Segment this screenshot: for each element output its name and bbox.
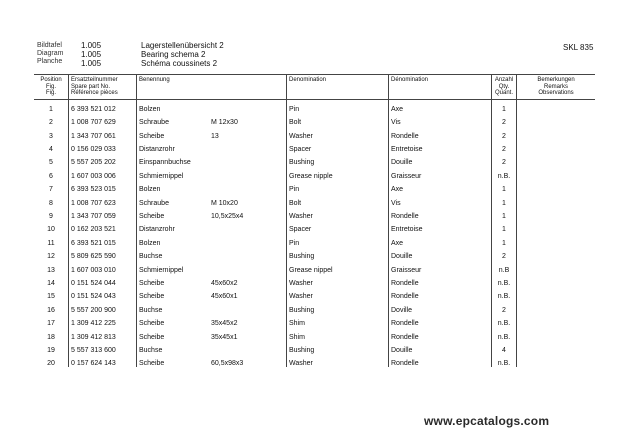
cell-denomination-en: Washer: [287, 354, 389, 367]
cell-position: 3: [34, 126, 69, 139]
cell-denomination-fr: Graisseur: [389, 260, 492, 273]
cell-part-number: 1 309 412 225: [71, 320, 116, 328]
col-denomination-fr: Dénomination: [389, 75, 492, 100]
cell-denomination-en: Bolt: [287, 113, 389, 126]
cell-position: 8: [34, 193, 69, 206]
cell-denomination-fr: Rondelle: [389, 274, 492, 287]
cell-benennung: [137, 247, 287, 260]
table-row: [34, 166, 595, 179]
cell-part-number: 6 393 521 015: [71, 239, 116, 247]
cell-benennung: [137, 126, 287, 139]
cell-remarks: [517, 193, 596, 206]
label-bildtafel: Bildtafel: [37, 42, 62, 49]
cell-remarks: [517, 220, 596, 233]
cell-denomination-fr: Axe: [389, 180, 492, 193]
cell-benennung-name: Scheibe: [139, 333, 165, 341]
cell-benennung: [137, 274, 287, 287]
cell-position: 19: [34, 341, 69, 354]
table-row: [34, 207, 595, 220]
cell-benennung-name: Einspannbuchse: [139, 159, 191, 167]
cell-benennung: [137, 140, 287, 153]
cell-position: 4: [34, 140, 69, 153]
header-titles: [141, 41, 224, 68]
cell-denomination-en: Bushing: [287, 300, 389, 313]
cell-benennung-name: Scheibe: [139, 360, 165, 368]
cell-quantity: n.B: [492, 260, 517, 273]
cell-remarks: [517, 166, 596, 179]
cell-benennung-name: Bolzen: [139, 186, 161, 194]
cell-part-number: 1 309 412 813: [71, 333, 116, 341]
cell-quantity: n.B.: [492, 327, 517, 340]
table-row: [34, 233, 595, 246]
cell-part-number: 0 151 524 044: [71, 279, 116, 287]
cell-position: 5: [34, 153, 69, 166]
cell-position: 1: [34, 99, 69, 113]
cell-benennung-name: Schraube: [139, 199, 169, 207]
cell-benennung-spec: 45x60x2: [211, 279, 238, 287]
col-qty-fr: Quant.: [494, 90, 513, 96]
cell-position: 14: [34, 274, 69, 287]
cell-denomination-en: Shim: [287, 327, 389, 340]
cell-benennung-name: Distanzrohr: [139, 226, 175, 234]
cell-part-number: 1 343 707 061: [71, 132, 116, 140]
table-row: [34, 314, 595, 327]
cell-benennung: [137, 327, 287, 340]
cell-denomination-en: Pin: [287, 180, 389, 193]
col-part-fr: Référence pièces: [71, 90, 118, 96]
watermark: www.epcatalogs.com: [424, 414, 550, 428]
cell-benennung-name: Buchse: [139, 306, 163, 314]
cell-benennung-spec: 60,5x98x3: [211, 360, 244, 368]
table-row: [34, 327, 595, 340]
title-en: Bearing schema 2: [141, 50, 206, 59]
cell-part-number: 0 157 624 143: [71, 360, 116, 368]
cell-position: 6: [34, 166, 69, 179]
cell-remarks: [517, 153, 596, 166]
cell-benennung-name: Bolzen: [139, 105, 161, 113]
table-row: [34, 193, 595, 206]
cell-quantity: 1: [492, 207, 517, 220]
cell-part-number: 5 557 205 202: [71, 159, 116, 167]
cell-remarks: [517, 341, 596, 354]
cell-benennung: [137, 220, 287, 233]
label-planche: Planche: [37, 58, 63, 65]
cell-quantity: n.B.: [492, 354, 517, 367]
cell-denomination-en: Spacer: [287, 140, 389, 153]
table-row: [34, 180, 595, 193]
col-position: [34, 75, 69, 100]
table-row: [34, 247, 595, 260]
diagram-number-fr: 1.005: [81, 59, 102, 68]
header-numbers: [81, 41, 101, 68]
cell-benennung: [137, 207, 287, 220]
cell-denomination-fr: Rondelle: [389, 327, 492, 340]
cell-part-number: 0 156 029 033: [71, 146, 116, 154]
table-row: [34, 287, 595, 300]
col-position-fr: Fig.: [45, 90, 56, 96]
cell-benennung-name: Scheibe: [139, 293, 165, 301]
col-position-en: Fig.: [45, 83, 56, 90]
cell-quantity: 1: [492, 180, 517, 193]
col-rem-en: Remarks: [543, 83, 568, 90]
col-benennung: Benennung: [137, 75, 287, 100]
label-diagram: Diagram: [37, 50, 64, 57]
cell-denomination-fr: Entretoise: [389, 220, 492, 233]
cell-benennung: [137, 341, 287, 354]
cell-remarks: [517, 207, 596, 220]
cell-remarks: [517, 140, 596, 153]
cell-benennung-name: Bolzen: [139, 239, 161, 247]
cell-quantity: 2: [492, 140, 517, 153]
cell-remarks: [517, 354, 596, 367]
col-rem-de: Bemerkungen: [537, 77, 575, 83]
cell-position: 9: [34, 207, 69, 220]
cell-position: 11: [34, 233, 69, 246]
cell-part-number: 1 343 707 059: [71, 213, 116, 221]
cell-part-number: 0 151 524 043: [71, 293, 116, 301]
cell-remarks: [517, 260, 596, 273]
col-qty-de: Anzahl: [494, 77, 514, 83]
cell-denomination-fr: Entretoise: [389, 140, 492, 153]
table-row: [34, 126, 595, 139]
cell-denomination-fr: Doville: [389, 300, 492, 313]
cell-position: 16: [34, 300, 69, 313]
cell-remarks: [517, 327, 596, 340]
cell-quantity: 1: [492, 99, 517, 113]
cell-denomination-en: Bushing: [287, 153, 389, 166]
cell-benennung-name: Scheibe: [139, 320, 165, 328]
col-quantity: [492, 75, 517, 100]
cell-denomination-fr: Rondelle: [389, 314, 492, 327]
cell-benennung: [137, 180, 287, 193]
col-position-de: Position: [40, 77, 62, 83]
cell-benennung: [137, 233, 287, 246]
cell-denomination-fr: Douille: [389, 153, 492, 166]
cell-quantity: n.B.: [492, 287, 517, 300]
cell-benennung-spec: 45x60x1: [211, 293, 238, 301]
cell-benennung: [137, 300, 287, 313]
cell-remarks: [517, 113, 596, 126]
cell-part-number: 0 162 203 521: [71, 226, 116, 234]
table-row: [34, 260, 595, 273]
cell-quantity: 1: [492, 193, 517, 206]
cell-part-number: 1 607 003 006: [71, 172, 116, 180]
cell-benennung: [137, 314, 287, 327]
col-part-en: Spare part No.: [71, 83, 111, 90]
cell-benennung-name: Buchse: [139, 253, 163, 261]
cell-denomination-en: Grease nipple: [287, 166, 389, 179]
cell-quantity: 2: [492, 300, 517, 313]
diagram-number-de: 1.005: [81, 41, 102, 50]
table-row: [34, 341, 595, 354]
cell-quantity: 2: [492, 126, 517, 139]
cell-benennung-spec: 13: [211, 132, 219, 140]
cell-quantity: 2: [492, 113, 517, 126]
col-part-number: [69, 75, 137, 100]
cell-position: 10: [34, 220, 69, 233]
cell-part-number: 1 607 003 010: [71, 266, 116, 274]
cell-benennung-name: Scheibe: [139, 132, 165, 140]
cell-remarks: [517, 247, 596, 260]
cell-part-number: 5 557 313 600: [71, 346, 116, 354]
cell-position: 15: [34, 287, 69, 300]
table-row: [34, 113, 595, 126]
cell-quantity: 2: [492, 247, 517, 260]
table-row: [34, 220, 595, 233]
cell-benennung-name: Distanzrohr: [139, 146, 175, 154]
cell-quantity: n.B.: [492, 166, 517, 179]
cell-remarks: [517, 274, 596, 287]
cell-denomination-fr: Axe: [389, 99, 492, 113]
cell-benennung-spec: M 10x20: [211, 199, 238, 207]
cell-remarks: [517, 287, 596, 300]
cell-benennung-spec: 10,5x25x4: [211, 213, 244, 221]
cell-benennung-name: Schraube: [139, 119, 169, 127]
cell-denomination-fr: Axe: [389, 233, 492, 246]
table-row: [34, 354, 595, 367]
cell-position: 20: [34, 354, 69, 367]
cell-benennung: [137, 166, 287, 179]
cell-position: 2: [34, 113, 69, 126]
cell-denomination-en: Pin: [287, 233, 389, 246]
cell-denomination-fr: Rondelle: [389, 126, 492, 139]
cell-denomination-fr: Douille: [389, 341, 492, 354]
cell-benennung-spec: 35x45x1: [211, 333, 238, 341]
cell-denomination-fr: Rondelle: [389, 354, 492, 367]
parts-table: [34, 74, 595, 367]
cell-quantity: n.B.: [492, 314, 517, 327]
cell-denomination-en: Spacer: [287, 220, 389, 233]
cell-denomination-en: Grease nippel: [287, 260, 389, 273]
cell-denomination-en: Bolt: [287, 193, 389, 206]
cell-denomination-en: Washer: [287, 287, 389, 300]
cell-part-number: 5 557 200 900: [71, 306, 116, 314]
cell-benennung-name: Schmiernippel: [139, 172, 184, 180]
col-part-de: Ersatzteilnummer: [71, 77, 118, 83]
cell-quantity: 4: [492, 341, 517, 354]
cell-part-number: 6 393 521 012: [71, 105, 116, 113]
cell-denomination-fr: Douille: [389, 247, 492, 260]
cell-benennung: [137, 99, 287, 113]
cell-part-number: 6 393 523 015: [71, 186, 116, 194]
cell-denomination-fr: Rondelle: [389, 287, 492, 300]
table-row: [34, 140, 595, 153]
col-remarks: [517, 75, 596, 100]
table-row: [34, 99, 595, 113]
cell-position: 17: [34, 314, 69, 327]
cell-denomination-fr: Graisseur: [389, 166, 492, 179]
cell-remarks: [517, 99, 596, 113]
cell-denomination-en: Pin: [287, 99, 389, 113]
cell-remarks: [517, 314, 596, 327]
cell-benennung: [137, 113, 287, 126]
table-row: [34, 153, 595, 166]
cell-benennung-spec: M 12x30: [211, 119, 238, 127]
cell-quantity: n.B.: [492, 274, 517, 287]
document-code: SKL 835: [563, 43, 594, 52]
cell-benennung-name: Buchse: [139, 346, 163, 354]
cell-denomination-en: Washer: [287, 207, 389, 220]
col-denomination-en: Denomination: [287, 75, 389, 100]
cell-benennung: [137, 287, 287, 300]
cell-denomination-en: Washer: [287, 126, 389, 139]
cell-remarks: [517, 180, 596, 193]
col-qty-en: Qty.: [498, 83, 510, 90]
title-de: Lagerstellenübersicht 2: [141, 41, 224, 50]
cell-remarks: [517, 300, 596, 313]
cell-position: 12: [34, 247, 69, 260]
cell-benennung: [137, 354, 287, 367]
cell-position: 18: [34, 327, 69, 340]
cell-denomination-fr: Vis: [389, 193, 492, 206]
title-fr: Schéma coussinets 2: [141, 59, 218, 68]
table-header-row: [34, 75, 595, 100]
cell-benennung: [137, 260, 287, 273]
header-labels: [37, 42, 63, 66]
cell-quantity: 1: [492, 220, 517, 233]
cell-benennung: [137, 193, 287, 206]
cell-benennung-name: Schmiernippel: [139, 266, 184, 274]
cell-quantity: 1: [492, 233, 517, 246]
cell-quantity: 2: [492, 153, 517, 166]
cell-benennung-name: Scheibe: [139, 213, 165, 221]
table-row: [34, 300, 595, 313]
cell-position: 7: [34, 180, 69, 193]
col-rem-fr: Observations: [538, 90, 574, 96]
cell-remarks: [517, 233, 596, 246]
diagram-number-en: 1.005: [81, 50, 102, 59]
cell-position: 13: [34, 260, 69, 273]
cell-denomination-fr: Vis: [389, 113, 492, 126]
cell-part-number: 1 008 707 623: [71, 199, 116, 207]
cell-denomination-en: Bushing: [287, 247, 389, 260]
cell-part-number: 1 008 707 629: [71, 119, 116, 127]
cell-denomination-fr: Rondelle: [389, 207, 492, 220]
table-row: [34, 274, 595, 287]
cell-part-number: 5 809 625 590: [71, 253, 116, 261]
cell-denomination-en: Bushing: [287, 341, 389, 354]
cell-benennung-spec: 35x45x2: [211, 320, 238, 328]
cell-denomination-en: Washer: [287, 274, 389, 287]
cell-benennung: [137, 153, 287, 166]
cell-denomination-en: Shim: [287, 314, 389, 327]
cell-remarks: [517, 126, 596, 139]
cell-benennung-name: Scheibe: [139, 279, 165, 287]
